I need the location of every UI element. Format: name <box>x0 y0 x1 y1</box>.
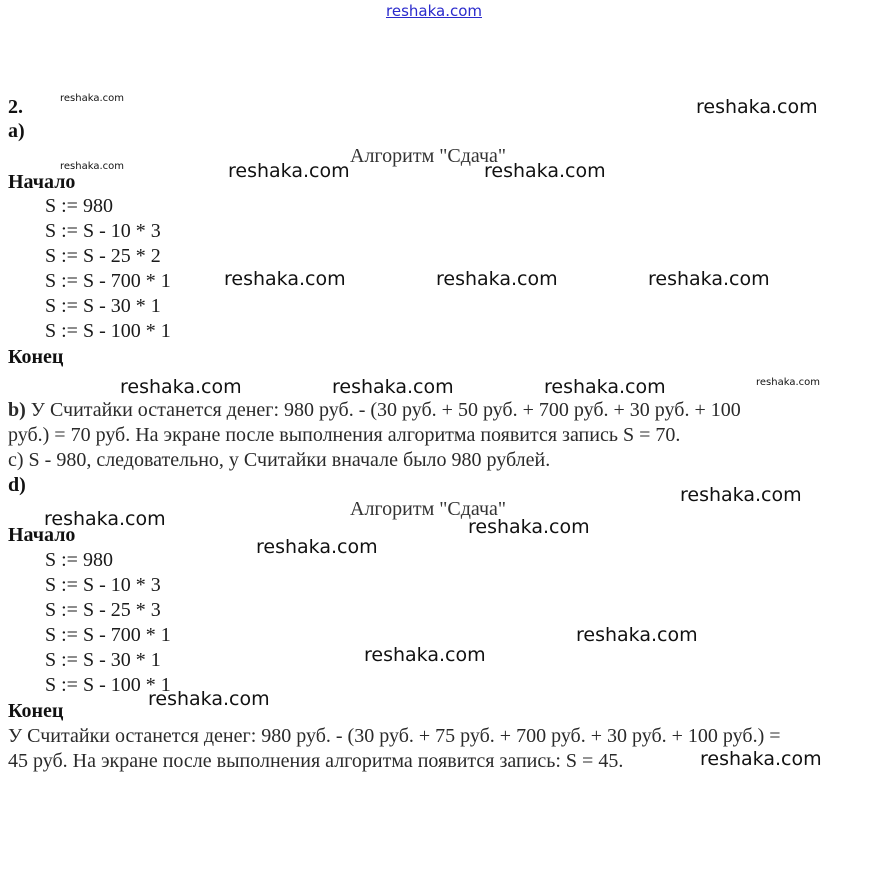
watermark: reshaka.com <box>256 536 378 558</box>
watermark: reshaka.com <box>696 96 818 118</box>
algorithm-d-end: Конец <box>8 700 64 722</box>
watermark: reshaka.com <box>228 160 350 182</box>
algorithm-a-line: S := S - 10 * 3 <box>45 220 161 242</box>
part-d-label: d) <box>8 474 26 496</box>
algorithm-a-line: S := S - 700 * 1 <box>45 270 171 292</box>
watermark: reshaka.com <box>60 161 124 172</box>
algorithm-d-line: S := S - 700 * 1 <box>45 624 171 646</box>
watermark: reshaka.com <box>224 268 346 290</box>
part-a-label: a) <box>8 120 25 142</box>
watermark: reshaka.com <box>700 748 822 770</box>
watermark: reshaka.com <box>60 93 124 104</box>
algorithm-a-begin: Начало <box>8 171 76 193</box>
site-link[interactable]: reshaka.com <box>386 2 482 20</box>
answer-b-text: У Считайки останется денег: 980 руб. - (30 руб. + 50 руб. + 700 руб. + 30 руб. + 100 <box>30 399 741 421</box>
watermark: reshaka.com <box>648 268 770 290</box>
algorithm-a-line: S := S - 100 * 1 <box>45 320 171 342</box>
task-number: 2. <box>8 96 23 118</box>
watermark: reshaka.com <box>544 376 666 398</box>
algorithm-d-line: S := S - 30 * 1 <box>45 649 161 671</box>
answer-b-line1 <box>8 398 741 423</box>
answer-c-line: c) S - 980, следовательно, у Считайки вначале было 980 рублей. <box>8 449 551 471</box>
watermark: reshaka.com <box>44 508 166 530</box>
watermark: reshaka.com <box>484 160 606 182</box>
watermark: reshaka.com <box>436 268 558 290</box>
answer-b-line2: руб.) = 70 руб. На экране после выполнения алгоритма появится запись S = 70. <box>8 424 681 446</box>
watermark: reshaka.com <box>148 688 270 710</box>
answer-b-label: b) <box>8 399 26 421</box>
algorithm-d-line: S := S - 25 * 3 <box>45 599 161 621</box>
algorithm-a-line: S := 980 <box>45 195 113 217</box>
watermark: reshaka.com <box>680 484 802 506</box>
algorithm-d-line: S := 980 <box>45 549 113 571</box>
algorithm-d-title: Алгоритм "Сдача" <box>350 498 507 520</box>
watermark: reshaka.com <box>756 377 820 388</box>
algorithm-d-line: S := S - 10 * 3 <box>45 574 161 596</box>
answer-d-line2: 45 руб. На экране после выполнения алгоритма появится запись: S = 45. <box>8 750 624 772</box>
algorithm-a-end: Конец <box>8 346 64 368</box>
algorithm-a-line: S := S - 25 * 2 <box>45 245 161 267</box>
algorithm-a-line: S := S - 30 * 1 <box>45 295 161 317</box>
watermark: reshaka.com <box>364 644 486 666</box>
watermark: reshaka.com <box>332 376 454 398</box>
algorithm-d-begin: Начало <box>8 524 76 546</box>
answer-d-line1: У Считайки останется денег: 980 руб. - (30 руб. + 75 руб. + 700 руб. + 30 руб. + 100 руб.) = <box>8 725 781 747</box>
watermark: reshaka.com <box>576 624 698 646</box>
watermark: reshaka.com <box>468 516 590 538</box>
algorithm-d-line: S := S - 100 * 1 <box>45 674 171 696</box>
algorithm-a-title: Алгоритм "Сдача" <box>350 145 507 167</box>
watermark: reshaka.com <box>120 376 242 398</box>
